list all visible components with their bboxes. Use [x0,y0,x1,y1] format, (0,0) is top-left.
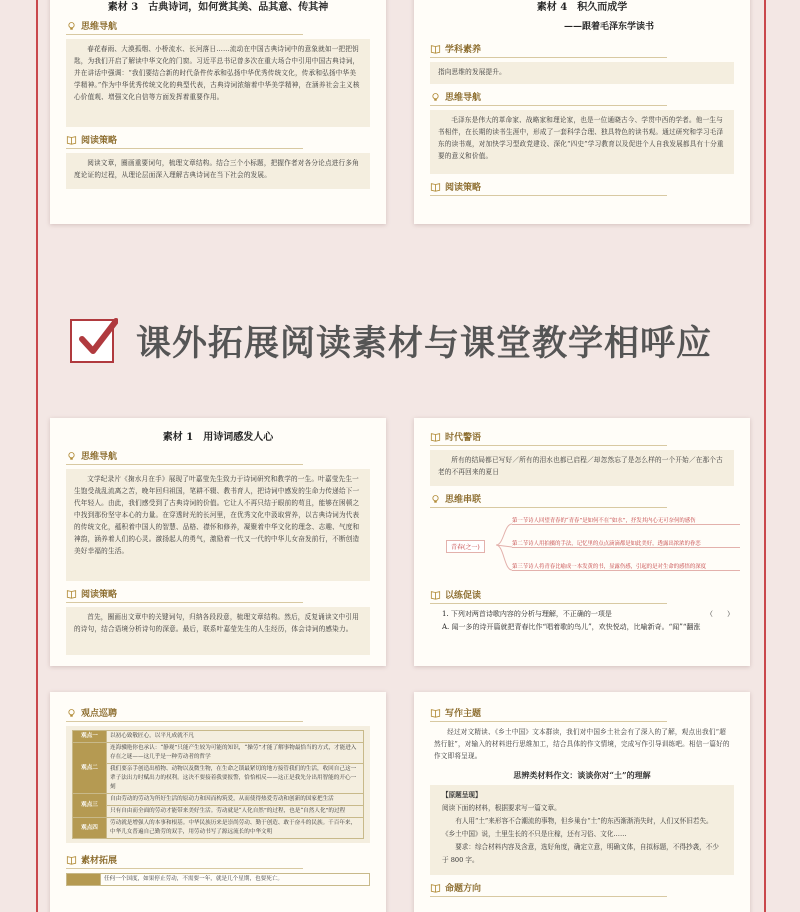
card-practice [414,418,750,666]
table-row: 我们要亲手创造出植物、动物以及微生物，在生命之锁最紧切的地方接管我们的生活，收回自己这一辈子法出力时赋出力的权利。这决不要接着我要报警，恰恰相反——这正是我先分出用智能的开心一刻 [73,764,364,794]
table-row: 只有自由而全面的劳动才能带来美好生活。劳动就是“人化自然”的过程，也是“自然人化”的过程 [73,806,364,818]
section-heading: 阅读策略 [66,587,303,603]
task-label: 【原题呈现】 [442,791,482,799]
section-heading: 以练促读 [430,588,667,604]
section-headline [70,316,712,366]
table-row: 观点一 以初心致敬匠心，以平凡成就不凡 [73,731,364,743]
section-heading: 思维导航 [430,90,667,106]
section-body: 所有的结局都已写好／所有的泪水也都已启程／却忽然忘了是怎么样的一个开始／在那个古老的不再回来的夏日 [430,450,734,486]
section-heading: 素材拓展 [66,853,303,869]
section-heading: 命题方向 [430,881,667,897]
checkbox-icon [70,319,114,363]
card-viewpoints [50,692,386,912]
bulb-icon [66,708,77,718]
mind-map-branch: 第一节诗人回望青春的“青春”是如何不在“如水”，抒发其内心无可奈何的感伤 [512,516,740,525]
table-row: 观点二 连海骥艳你也承认：“静观”只能产生较为可能的知识，“操劳”才能了解事物最恰当的方式，才能进入存在之谜——这几乎是一种劳动者的哲学 [73,743,364,764]
book-icon [430,590,441,600]
mind-map-root: 青春(之一) [446,540,485,553]
card-material-1 [50,418,386,666]
card-title: 素材 1 用诗词感发人心 [162,432,274,443]
book-icon [430,432,441,442]
section-heading: 观点巡聘 [66,706,303,722]
bulb-icon [430,494,441,504]
book-icon [430,883,441,893]
book-icon [430,182,441,192]
book-icon [66,855,77,865]
headline-title: 课外拓展阅读素材与课堂教学相呼应 [136,323,713,364]
card-title: 素材 3 古典诗词，如何赏其美、品其意、传其神 [107,2,329,13]
material-table [66,873,370,886]
task-box [430,785,734,875]
question-stem: 1. 下列对两首诗歌内容的分析与理解，不正确的一项是 （ ） [442,610,734,618]
viewpoint-table-wrap [66,726,370,843]
section-heading: 时代警语 [430,430,667,446]
mind-map-branch: 第二节诗人用拍摄的手法，记忆里的点点滴滴都是如此美好，透露出浓浓的眷恋 [512,539,740,548]
section-body: 经过对文精读、《乡土中国》文本群读，我们对中国乡土社会有了深入的了解，观点出我们“超然行脏”，对输入的材料进行思维加工，结合具体的作文情境，完成写作引导训练吧。相信一篇好的作文即将呈现。 [434,728,730,760]
book-icon [66,589,77,599]
section-body: 首先，圈画出文章中的关键词句，归纳各段段意，梳理文章结构。然后，反复诵读文中引用的诗句，结合语境分析诗句的深意。最后，联系叶嘉莹先生的人生经历，体会诗词的感染力。 [66,607,370,655]
card-writing [414,692,750,912]
table-row: 观点三 自由劳动的劳动为所好生活的原动力和因而构筑爱，从而使得热爱劳动和创新的国家把生活 [73,794,364,806]
frame-line-right [764,0,766,912]
section-body: 指向思维的发展提升。 [430,62,734,84]
question-option-a: A. 闻一多的诗开篇就把青春比作“唱着歌的鸟儿”，欢快悦动，比喻新奇。“闻”“翻涨 [442,623,701,631]
section-body: 文学纪录片《掬水月在手》展现了叶嘉莹先生致力于诗词研究和教学的一生。叶嘉莹先生一生饱受战乱流离之苦，晚年回归祖国，笔耕不辍、教书育人，把诗词中感发的生命力传递给下一代年轻人。由此，我们感受到了古典诗词的价值。它让人不再只结于眼前的苟且，能够在困顿之中找到那份坚守本心的力量。在穿透时光的长河里，在优秀文化中汲取营养，以古典诗词为代表的传统文化，蕴积着中国人的智慧、品格、襟怀和修养，凝聚着中华文化的理念、志趣、气度和神韵，涵养着人们的心灵。激扬起人的勇气，激励着一代又一代的中华儿女奋发前行，不断创造美好幸福的生活。 [66,469,370,581]
table-row: 观点四 劳动就是增强人的本事和根基。中华民族历来是崇尚劳动、勤于创造、敢于奋斗的民族。千百年来，中华儿女普遍自己勤劳的双手，用劳动书写了源远流长的中华文明 [73,818,364,839]
mind-map [438,512,726,582]
essay-title: 思辨类材料作文：谈谈你对“土”的理解 [513,770,651,780]
task-line: 有人用“土”来形容不合潮流的事物，但乡巢台“土”的东西渐渐消失时，人们又怀旧若失。《乡土中国》说，土里生长的不只是庄稼，还有习俗、文化…… [442,817,713,838]
task-line: 要求：综合材料内容及含意，选好角度，确定立意，明确文体，自拟标题，不得抄袭，不少于 800 字。 [442,843,719,864]
bulb-icon [430,92,441,102]
bulb-icon [66,451,77,461]
section-heading: 思维导航 [66,19,303,35]
card-material-3 [50,0,386,224]
viewpoint-table [72,730,364,839]
section-heading: 阅读策略 [66,133,303,149]
section-heading: 学科素养 [430,42,667,58]
section-body: 毛泽东是伟大的革命家、战略家和理论家，也是一位通晓古今、学贯中西的学者。他一生与书相伴，在长期的读书生涯中，形成了一套科学合理、独具特色的读书观。通过研究和学习毛泽东的读书观，对加快学习型政党建设、深化“四史”学习教育以及促进个人自我发展都具有十分重要的意义和价值。 [430,110,734,174]
section-heading: 写作主题 [430,706,667,722]
card-subtitle: ——跟着毛泽东学读书 [563,22,654,32]
section-body: 阅读文章，圈画重要词句，梳理文章结构。结合三个小标题，把握作者对各分论点进行多角度论证的过程，从理论层面深入理解古典诗词在当下社会的发展。 [66,153,370,189]
task-line: 阅读下面的材料，根据要求写一篇文章。 [442,804,561,812]
mind-map-branch: 第三节诗人将青春比喻成一本发黄的书，显露伤感，引起的是对生命的感悟的深度 [512,562,740,571]
section-body: 春花春雨、大漠孤烟、小桥流水、长河落日……流动在中国古典诗词中的意象就如一把把钥匙，为我们开启了解读中华文化的门窗。习近平总书记曾多次在重大场合中引用中国古典诗词，并在讲话中强调：“我们要结合新的时代条件传承和弘扬中华优秀传统文化，传承和弘扬中华美学精神。”作为中华优秀传统文化的典型代表，古典诗词浓缩着中华美学精神，在涵养社会主义核心价值观、增强文化自信等方面发挥着重要作用。 [66,39,370,127]
section-heading: 思维串联 [430,492,667,508]
section-heading: 思维导航 [66,449,303,465]
card-material-4 [414,0,750,224]
frame-line-left [36,0,38,912]
book-icon [430,44,441,54]
book-icon [430,708,441,718]
table-row: 任何一个国度，如果停止劳动，不需要一年，就是几个星期，也要死亡。 [67,874,370,886]
book-icon [66,135,77,145]
bulb-icon [66,21,77,31]
card-title: 素材 4 积久而成学 [536,2,628,13]
section-heading: 阅读策略 [430,180,667,196]
